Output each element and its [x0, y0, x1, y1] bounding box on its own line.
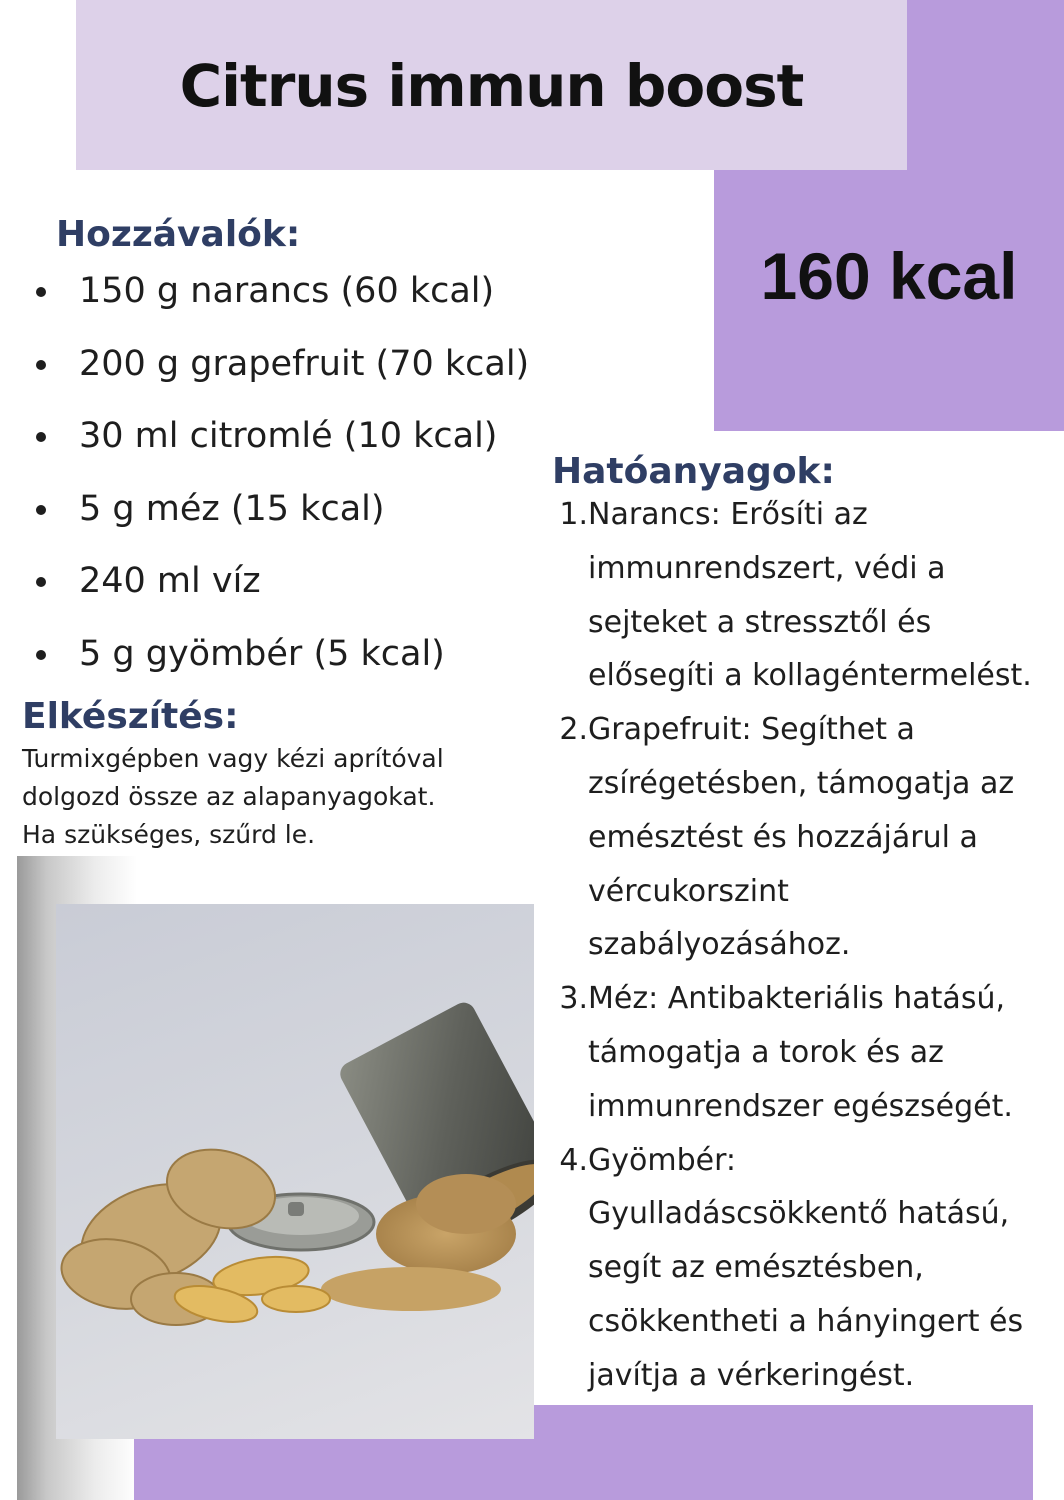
ingredient-item: 5 g gyömbér (5 kcal): [36, 625, 529, 698]
ingredient-item: 150 g narancs (60 kcal): [36, 262, 529, 335]
item-text: Grapefruit: Segíthet a zsírégetésben, támogatja az emésztést és hozzájárul a vércukorszint szabályozásához.: [588, 712, 1015, 963]
preparation-text: [22, 740, 522, 854]
item-number: 4.: [559, 1142, 588, 1178]
ingredient-item: 30 ml citromlé (10 kcal): [36, 407, 529, 480]
item-text: Gyömbér: Gyulladáscsökkentő hatású, segít az emésztésben, csökkentheti a hányingert és javítja a vérkeringést.: [588, 1142, 1024, 1393]
active-ingredients-heading: Hatóanyagok:: [552, 451, 835, 492]
corner-accent: [907, 0, 1064, 170]
item-text: Narancs: Erősíti az immunrendszert, védi a sejteket a stressztől és elősegíti a kollagéntermelést.: [588, 497, 1032, 694]
ingredient-item: 240 ml víz: [36, 552, 529, 625]
calorie-total: 160 kcal: [760, 239, 1018, 313]
item-text: Méz: Antibakteriális hatású, támogatja a torok és az immunrendszer egészségét.: [588, 981, 1013, 1124]
active-ingredient-item: [555, 703, 1055, 972]
ingredients-list: [36, 262, 529, 697]
ingredient-item: 200 g grapefruit (70 kcal): [36, 335, 529, 408]
active-ingredient-item: [555, 1134, 1055, 1403]
ginger-illustration: [56, 904, 534, 1439]
preparation-heading: Elkészítés:: [22, 696, 239, 737]
active-ingredient-item: [555, 972, 1055, 1133]
preparation-line: Ha szükséges, szűrd le.: [22, 820, 316, 849]
active-ingredient-item: [555, 488, 1055, 703]
active-ingredients-list: [555, 488, 1055, 1403]
ingredient-item: 5 g méz (15 kcal): [36, 480, 529, 553]
preparation-line: dolgozd össze az alapanyagokat.: [22, 782, 436, 811]
ingredients-heading: Hozzávalók:: [56, 214, 301, 255]
item-number: 2.: [559, 712, 588, 748]
ginger-photo: [56, 904, 534, 1439]
page-title: Citrus immun boost: [179, 52, 804, 120]
item-number: 1.: [559, 497, 588, 532]
item-number: 3.: [559, 981, 588, 1017]
preparation-line: Turmixgépben vagy kézi aprítóval: [22, 744, 444, 773]
